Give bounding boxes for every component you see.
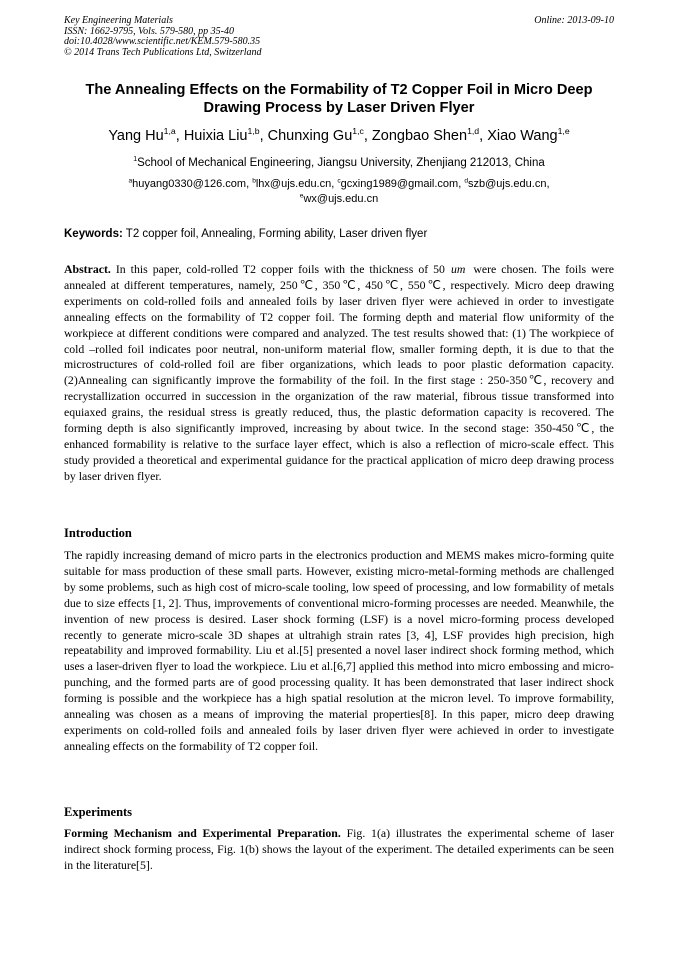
email-address[interactable]: szb@ujs.edu.cn — [468, 178, 547, 190]
experiments-subheading: Forming Mechanism and Experimental Preparation. — [64, 826, 341, 840]
author-name: Yang Hu — [108, 128, 164, 144]
keywords-text: T2 copper foil, Annealing, Forming ability, Laser driven flyer — [125, 228, 428, 240]
online-date: Online: 2013-09-10 — [534, 15, 614, 26]
author-name: Xiao Wang — [487, 128, 558, 144]
author-name: Zongbao Shen — [371, 128, 468, 144]
abstract-text-start: In this paper, cold-rolled T2 copper foils with the thickness of 50 — [115, 262, 445, 276]
author-name: Huixia Liu — [183, 128, 248, 144]
email-address[interactable]: lhx@ujs.edu.cn — [255, 178, 332, 190]
experiments-text: Fig. 1(a) illustrates the experimental scheme of laser indirect shock forming process, Fig. 1(b) shows the layout of the experiment. The detailed experiments can be seen in the literature[5]. — [64, 826, 614, 872]
email-list: $^a$huyang0330@126.com, $^b$lhx@ujs.edu.cn, $^c$gcxing1989@gmail.com, $^d$szb@ujs.edu.cn, $^e$wx@ujs.edu.cn — [128, 177, 550, 205]
author-affiliation-mark: 1,c — [352, 126, 364, 137]
author-name: Chunxing Gu — [267, 128, 353, 144]
affiliation-mark: 1 — [133, 156, 138, 164]
affiliation — [40, 156, 638, 171]
issn-line: ISSN: 1662-9795, Vols. 579-580, pp 35-40 — [64, 25, 234, 37]
affiliation-text: School of Mechanical Engineering, Jiangsu University, Zhenjiang 212013, China — [137, 157, 545, 169]
abstract-label: Abstract. — [64, 262, 111, 276]
experiments-paragraph — [64, 826, 614, 874]
email-address[interactable]: huyang0330@126.com — [132, 178, 247, 190]
journal-header — [64, 16, 614, 58]
author-affiliation-mark: 1,e — [557, 126, 570, 137]
introduction-paragraph: The rapidly increasing demand of micro parts in the electronics production and MEMS makes micro-forming quite suitable for mass production of these small parts. However, existing micro-metal-forming methods are challenged by some problems, such as high cost of micro-scale tooling, low speed of processing, and low formability of metals due to size effects [1, 2]. Thus, improvements of conventional micro-forming processes are needed. Meanwhile, the invention of new process is desired. Laser shock forming (LSF) is a novel micro-forming process developed recently to generate micro-scale 3D shapes at ultrahigh strain rates [3, 4], LSF provides high precision, high repeatability and improved formability. Liu et al.[5] presented a novel laser indirect shock forming method, which uses a laser-driven flyer to load the workpiece. Liu et al.[6,7] applied this method into micro embossing and micro-punching, and the formed parts are of good processing quality. It has been demonstrated that laser indirect shock forming is possible and the workpiece has a high spatial resolution at the micron level. To improve formability, annealing was chosen as a means of improving the material properties[8]. In this paper, micro deep drawing experiments on cold-rolled foils and annealed foils by laser driven flyer were achieved in order to investigate annealing effects on the formability of T2 copper foil. — [64, 548, 614, 753]
abstract — [64, 262, 614, 485]
email-address[interactable]: gcxing1989@gmail.com — [340, 178, 459, 190]
introduction-heading: Introduction — [64, 526, 132, 540]
email-mark: b — [252, 177, 256, 185]
author-affiliation-mark: 1,a — [163, 126, 176, 137]
paper-title: The Annealing Effects on the Formability of T2 Copper Foil in Micro Deep Drawing Process by Laser Driven Flyer — [85, 82, 593, 116]
email-mark: a — [128, 177, 133, 185]
thickness-unit: um — [450, 262, 466, 276]
email-mark: e — [299, 191, 304, 199]
author-list: Yang Hu$^{1,a}$, Huixia Liu$^{1,b}$, Chunxing Gu$^{1,c}$, Zongbao Shen$^{1,d}$, Xiao Wang$^{1,e}$ — [108, 126, 570, 144]
doi-line: doi:10.4028/www.scientific.net/KEM.579-580.35 — [64, 36, 261, 47]
author-affiliation-mark: 1,d — [467, 126, 480, 137]
email-mark: d — [464, 177, 469, 185]
abstract-text-rest: were chosen. The foils were annealed at different temperatures, namely, 250℃, 350℃, 450℃, 550℃, respectively. Micro deep drawing experiments on cold-rolled foils and annealed foils by laser driven flyer were achieved in order to investigate annealing effects on the formability of T2 copper foil. The forming depth and material flow uniformity of the workpiece at different conditions were compared and analyzed. The test results showed that: (1) The workpiece of cold –rolled foil indicates poor neutral, non-uniform material flow, smaller forming depth, it is due to that the microstructures of cold-rolled foil are fiber organizations, which leads to poor plastic deformation capacity.(2)Annealing can significantly improve the formability of the foil. In the first stage : 250-350℃, recovery and recrystallization occurred in succession in the organization of the raw material, fibrous tissue transformed into equiaxed grains, the residual stress is greatly reduced, thus, the plastic deformation capacity is recovered. The forming depth is also significantly improved, increasing by about twice. In the second stage: 350-450℃, the enhanced formability is relative to the surface layer effect, which is also a reflection of micro-scale effect. This study provided a theoretical and experimental guidance for the practical application of micro deep drawing process by laser driven flyer. — [64, 262, 614, 483]
journal-name: Key Engineering Materials — [64, 15, 173, 26]
author-affiliation-mark: 1,b — [247, 126, 260, 137]
copyright-line: © 2014 Trans Tech Publications Ltd, Switzerland — [64, 46, 262, 58]
keywords — [64, 227, 614, 242]
email-mark: c — [337, 177, 341, 185]
keywords-label: Keywords: — [64, 228, 123, 240]
email-address[interactable]: wx@ujs.edu.cn — [303, 192, 379, 205]
experiments-heading: Experiments — [64, 805, 133, 819]
